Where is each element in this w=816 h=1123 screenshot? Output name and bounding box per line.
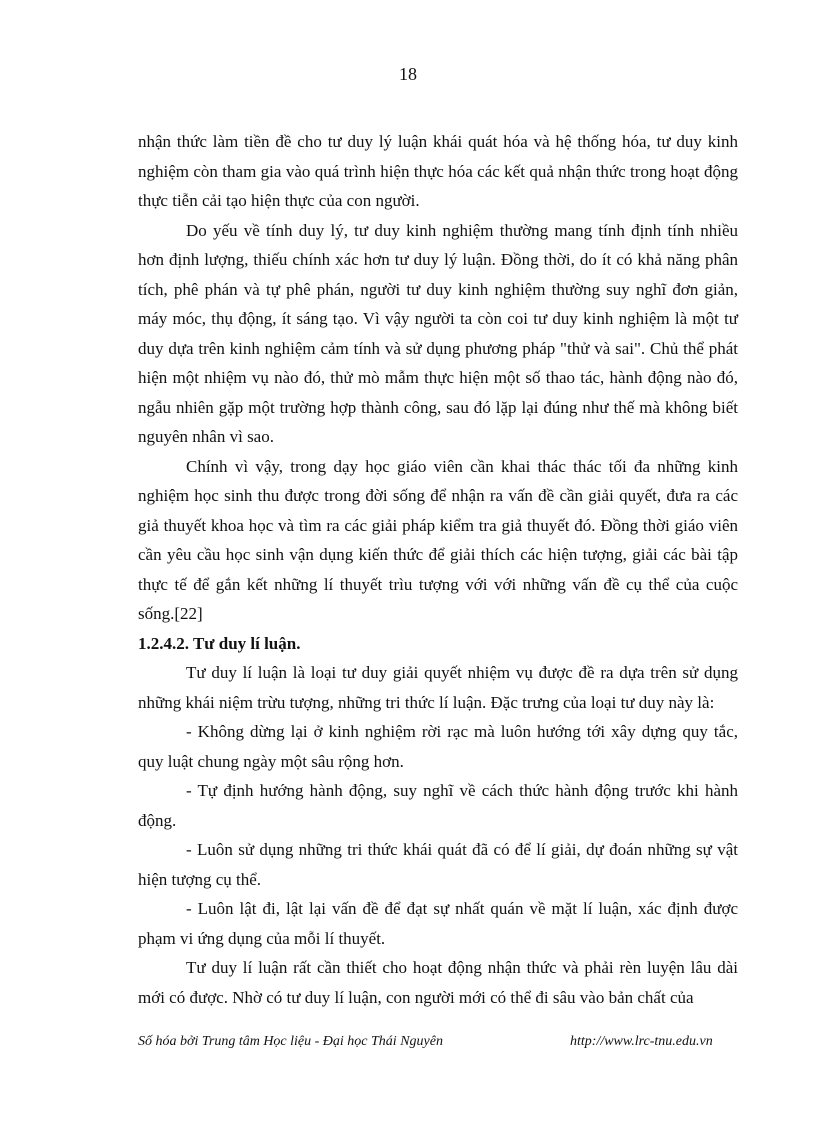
list-item-4: - Luôn lật đi, lật lại vấn đề để đạt sự nhất quán về mặt lí luận, xác định được phạm vi ứng dụng của mỗi lí thuyết. xyxy=(138,899,738,948)
list-item-3: - Luôn sử dụng những tri thức khái quát đã có để lí giải, dự đoán những sự vật hiện tượng cụ thể. xyxy=(138,840,738,889)
paragraph-3: Chính vì vậy, trong dạy học giáo viên cần khai thác thác tối đa những kinh nghiệm học sinh thu được trong đời sống để nhận ra vấn đề cần giải quyết, đưa ra các giả thuyết khoa học và tìm ra các giải pháp kiểm tra giả thuyết đó. Đồng thời giáo viên cần yêu cầu học sinh vận dụng kiến thức để giải thích các hiện tượng, giải các bài tập thực tế để gắn kết những lí thuyết trìu tượng với với những vấn đề cụ thể của cuộc sống.[22] xyxy=(138,456,738,623)
list-item-1: - Không dừng lại ở kinh nghiệm rời rạc mà luôn hướng tới xây dựng quy tắc, quy luật chung ngày một sâu rộng hơn. xyxy=(138,722,738,771)
paragraph-4: Tư duy lí luận là loại tư duy giải quyết nhiệm vụ được đề ra dựa trên sử dụng những khái niệm trừu tượng, những tri thức lí luận. Đặc trưng của loại tư duy này là: xyxy=(138,663,738,712)
list-item-2: - Tự định hướng hành động, suy nghĩ về cách thức hành động trước khi hành động. xyxy=(138,781,738,830)
paragraph-5: Tư duy lí luận rất cần thiết cho hoạt động nhận thức và phải rèn luyện lâu dài mới có được. Nhờ có tư duy lí luận, con người mới có thể đi sâu vào bản chất của xyxy=(138,958,738,1007)
footer-url: http://www.lrc-tnu.edu.vn xyxy=(570,1034,713,1049)
section-heading: 1.2.4.2. Tư duy lí luận. xyxy=(138,633,301,653)
page-number: 18 xyxy=(399,64,417,84)
footer-source: Số hóa bởi Trung tâm Học liệu - Đại học Thái Nguyên xyxy=(138,1034,443,1049)
paragraph-2: Do yếu về tính duy lý, tư duy kinh nghiệm thường mang tính định tính nhiều hơn định lượng, thiếu chính xác hơn tư duy lý luận. Đồng thời, do ít có khả năng phân tích, phê phán và tự phê phán, người tư duy kinh nghiệm thường suy nghĩ đơn giản, máy móc, thụ động, ít sáng tạo. Vì vậy người ta còn coi tư duy kinh nghiệm là một tư duy dựa trên kinh nghiệm cảm tính và sử dụng phương pháp "thử và sai". Chủ thể phát hiện một nhiệm vụ nào đó, thử mò mẫm thực hiện một số thao tác, hành động nào đó, ngẫu nhiên gặp một trường hợp thành công, sau đó lặp lại đúng như thế mà không biết nguyên nhân vì sao. xyxy=(138,220,738,446)
paragraph-1: nhận thức làm tiền đề cho tư duy lý luận khái quát hóa và hệ thống hóa, tư duy kinh nghiệm còn tham gia vào quá trình hiện thực hóa các kết quả nhận thức trong hoạt động thực tiễn cải tạo hiện thực của con người. xyxy=(138,132,738,210)
document-body xyxy=(138,127,738,1012)
